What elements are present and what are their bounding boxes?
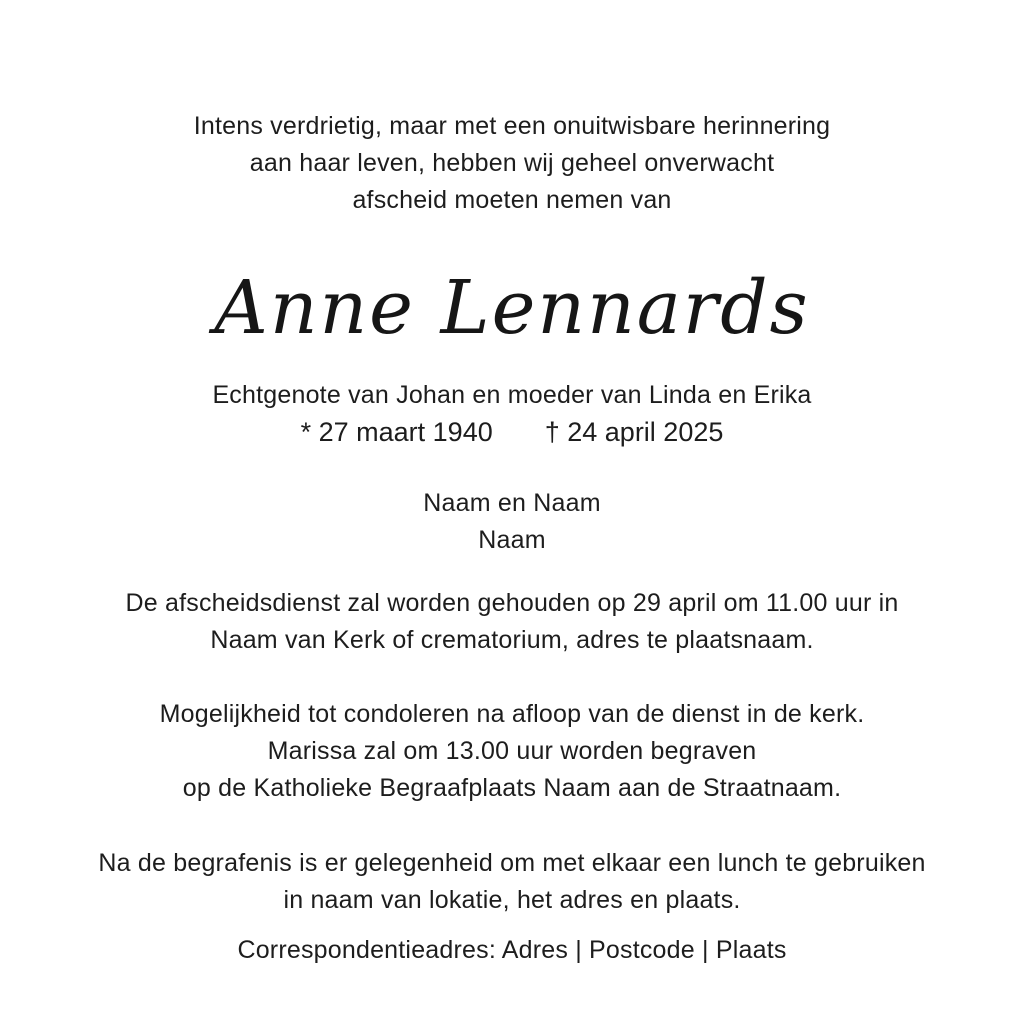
- relation-block: [0, 377, 1024, 450]
- intro-text: [0, 108, 1024, 219]
- correspondence-info: [0, 932, 1024, 969]
- service-line: De afscheidsdienst zal worden gehouden op 29 april om 11.00 uur in: [125, 589, 899, 617]
- intro-line: Intens verdrietig, maar met een onuitwisbare herinnering: [193, 112, 831, 140]
- lunch-line: in naam van lokatie, het adres en plaats.: [283, 886, 741, 914]
- deceased-name: Anne Lennards: [214, 265, 810, 351]
- condolence-info: [0, 696, 1024, 807]
- family-line: Naam en Naam: [423, 489, 601, 517]
- life-dates: [0, 414, 1024, 450]
- family-names: [0, 485, 1024, 559]
- lunch-line: Na de begrafenis is er gelegenheid om met elkaar een lunch te gebruiken: [98, 849, 926, 877]
- death-date: † 24 april 2025: [544, 417, 724, 447]
- intro-line: afscheid moeten nemen van: [352, 186, 672, 214]
- service-info: [0, 585, 1024, 659]
- relation-line: Echtgenote van Johan en moeder van Linda en Erika: [212, 381, 812, 409]
- intro-line: aan haar leven, hebben wij geheel onverwacht: [249, 149, 775, 177]
- birth-date: * 27 maart 1940: [300, 417, 493, 447]
- condolence-line: op de Katholieke Begraafplaats Naam aan de Straatnaam.: [182, 774, 842, 802]
- service-line: Naam van Kerk of crematorium, adres te plaatsnaam.: [210, 626, 814, 654]
- condolence-line: Marissa zal om 13.00 uur worden begraven: [267, 737, 757, 765]
- correspondence-line: Correspondentieadres: Adres | Postcode | Plaats: [237, 936, 787, 964]
- family-line: Naam: [478, 526, 546, 554]
- condolence-line: Mogelijkheid tot condoleren na afloop van de dienst in de kerk.: [159, 700, 865, 728]
- lunch-info: [0, 845, 1024, 919]
